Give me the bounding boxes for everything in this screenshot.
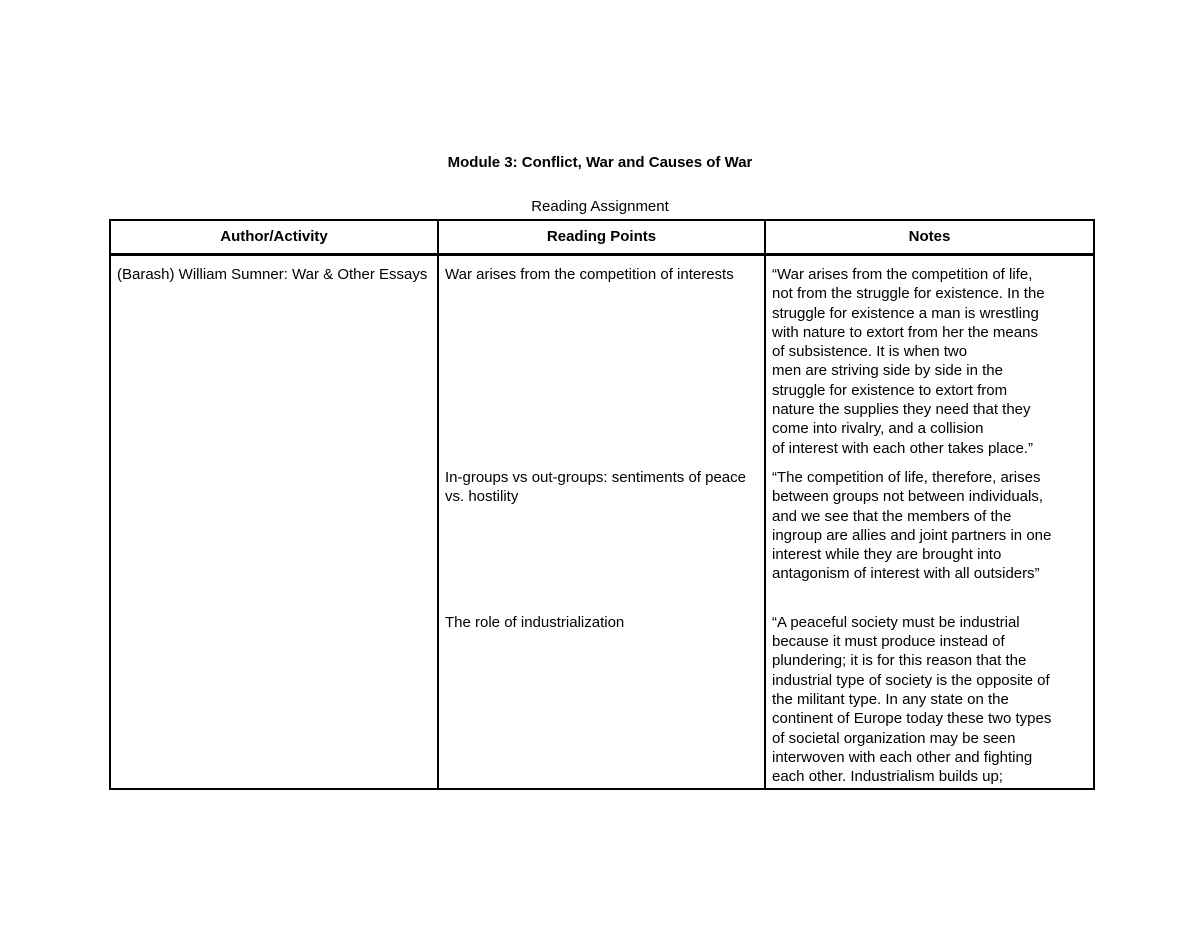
note-line: of subsistence. It is when two xyxy=(772,343,968,361)
note-line: with nature to extort from her the means xyxy=(772,323,1038,341)
reading-point: War arises from the competition of interests xyxy=(445,266,734,283)
page-title: Module 3: Conflict, War and Causes of War xyxy=(447,154,753,171)
note-line: “War arises from the competition of life, xyxy=(772,266,1033,283)
note-line: “A peaceful society must be industrial xyxy=(772,613,1020,631)
note-line: struggle for existence a man is wrestling xyxy=(772,304,1039,322)
note-line: each other. Industrialism builds up; xyxy=(772,768,1003,786)
table-row xyxy=(110,255,1094,458)
table-header-row xyxy=(110,220,1094,255)
note-line: interwoven with each other and fighting xyxy=(772,748,1033,766)
note-text xyxy=(772,265,1087,458)
note-line: continent of Europe today these two types xyxy=(772,710,1052,728)
page-subtitle: Reading Assignment xyxy=(531,198,669,215)
column-header-author: Author/Activity xyxy=(110,220,438,255)
note-line: industrial type of society is the opposite of xyxy=(772,671,1050,689)
note-line: of interest with each other takes place.” xyxy=(772,439,1033,457)
note-line: antagonism of interest with all outsiders” xyxy=(772,565,1040,583)
column-header-reading-points: Reading Points xyxy=(438,220,765,255)
note-line: ingroup are allies and joint partners in one xyxy=(772,526,1052,544)
spacer-cell xyxy=(765,584,1094,613)
note-line: come into rivalry, and a collision xyxy=(772,420,984,438)
author-text: (Barash) William Sumner: War & Other Essays xyxy=(117,266,428,283)
author-cell xyxy=(110,255,438,790)
note-line: not from the struggle for existence. In the xyxy=(772,285,1045,303)
note-text xyxy=(772,468,1087,584)
note-line: plundering; it is for this reason that the xyxy=(772,652,1027,670)
reading-point-cell xyxy=(438,613,765,790)
note-line: men are striving side by side in the xyxy=(772,362,1003,380)
note-cell xyxy=(765,613,1094,790)
note-cell xyxy=(765,255,1094,458)
reading-point: In-groups vs out-groups: sentiments of peace vs. hostility xyxy=(445,468,746,506)
note-line: between groups not between individuals, xyxy=(772,488,1044,506)
note-line: struggle for existence to extort from xyxy=(772,381,1008,399)
column-header-notes: Notes xyxy=(765,220,1094,255)
spacer-cell xyxy=(765,458,1094,468)
spacer-cell xyxy=(438,458,765,468)
note-line: the militant type. In any state on the xyxy=(772,690,1009,708)
note-cell xyxy=(765,468,1094,584)
note-line: interest while they are brought into xyxy=(772,546,1002,564)
reading-point: The role of industrialization xyxy=(445,613,625,631)
reading-point-cell xyxy=(438,468,765,584)
note-line: nature the supplies they need that they xyxy=(772,401,1031,419)
note-line: and we see that the members of the xyxy=(772,507,1012,525)
note-text xyxy=(772,613,1087,787)
note-line: because it must produce instead of xyxy=(772,633,1005,651)
note-line: “The competition of life, therefore, arises xyxy=(772,468,1041,486)
spacer-cell xyxy=(438,584,765,613)
reading-point-cell xyxy=(438,255,765,458)
note-line: of societal organization may be seen xyxy=(772,729,1016,747)
reading-table xyxy=(109,219,1095,790)
